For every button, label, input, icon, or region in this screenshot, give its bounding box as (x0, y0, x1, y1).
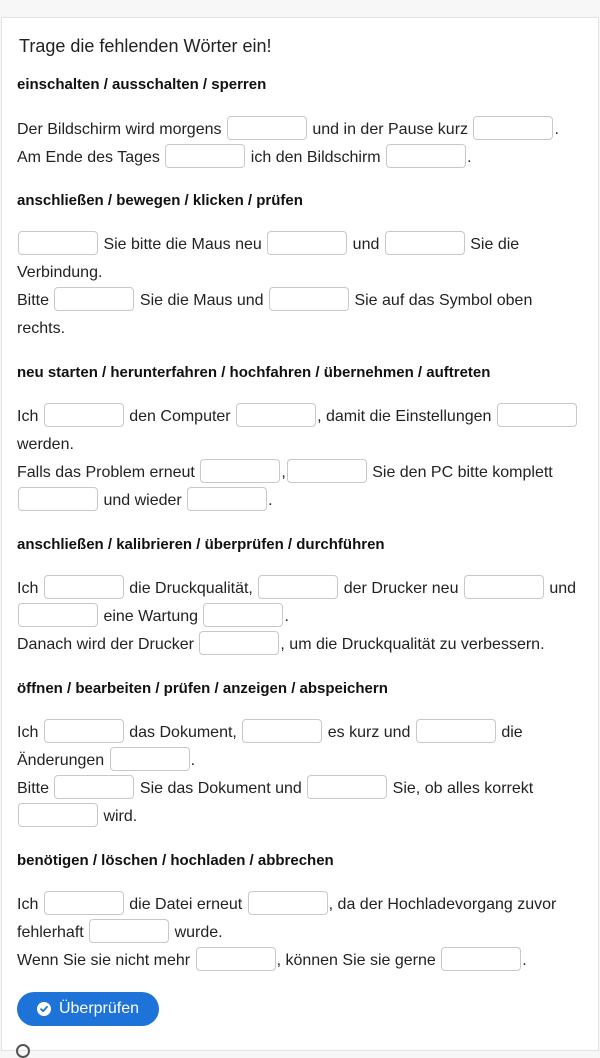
sentence-text: . (268, 492, 273, 509)
gap-input[interactable] (258, 575, 338, 599)
sentence-text: Bitte (17, 780, 54, 797)
gap-input[interactable] (54, 775, 134, 799)
gap-input[interactable] (18, 603, 98, 627)
sentence-text: Danach wird der Drucker (17, 636, 199, 653)
gap-input[interactable] (44, 575, 124, 599)
sentence-text: . (284, 608, 289, 625)
sentence-line (17, 947, 583, 975)
sentence-text: . (190, 752, 196, 769)
sentence-text: werden. (17, 436, 74, 453)
sentence-text: Sie die Maus und (135, 292, 268, 309)
section-heading: einschalten / ausschalten / sperren (17, 76, 267, 93)
check-button-label: Überprüfen (58, 1000, 140, 1017)
sentence-text: Sie das Dokument und (135, 780, 307, 797)
sentence-text: Falls das Problem erneut (17, 464, 200, 481)
sentence-line (17, 919, 583, 947)
check-circle-icon (37, 1002, 51, 1016)
gap-input[interactable] (307, 775, 387, 799)
exercise-title: Trage die fehlenden Wörter ein! (19, 36, 272, 56)
sentence-text: . (467, 149, 472, 166)
sentence-text: und wieder (99, 492, 187, 509)
sentence-text: , da der Hochladevorgang zuvor (328, 896, 557, 913)
sentence-text: und (348, 236, 384, 253)
gap-input[interactable] (165, 144, 245, 168)
sentence-text: der Drucker neu (339, 580, 463, 597)
gap-input[interactable] (89, 919, 169, 943)
gap-input[interactable] (242, 719, 322, 743)
sentence-text: Ich (17, 896, 43, 913)
sentence-text: Sie auf das Symbol oben (350, 292, 533, 309)
sentence-line (17, 315, 583, 343)
sentence-text: die Datei erneut (124, 896, 247, 913)
sentence-line (17, 287, 583, 315)
section-heading: anschließen / kalibrieren / überprüfen / durchführen (17, 536, 385, 553)
gap-input[interactable] (54, 287, 134, 311)
gap-input[interactable] (269, 287, 349, 311)
section-heading: benötigen / löschen / hochladen / abbrechen (17, 852, 334, 869)
sentence-text: . (522, 952, 527, 969)
sentence-text: wird. (99, 808, 138, 825)
gap-input[interactable] (203, 603, 283, 627)
sentence-text: . (554, 121, 559, 138)
sentence-text: eine Wartung (99, 608, 203, 625)
check-button[interactable] (17, 992, 159, 1026)
gap-input[interactable] (44, 403, 124, 427)
gap-input[interactable] (44, 719, 124, 743)
circle-icon (16, 1044, 30, 1058)
sentence-text: Sie den PC bitte komplett (367, 464, 553, 481)
gap-input[interactable] (236, 403, 316, 427)
sentence-line (17, 803, 583, 831)
sentence-line (17, 431, 583, 459)
sentence-line (17, 459, 583, 487)
gap-input[interactable] (199, 631, 279, 655)
sentence-line (17, 603, 583, 631)
sentence-line (17, 747, 583, 775)
gap-input[interactable] (267, 231, 347, 255)
gap-input[interactable] (227, 116, 307, 140)
sentence-text: wurde. (170, 924, 223, 941)
sentence-text: , damit die Einstellungen (317, 408, 496, 425)
sentence-text: Ich (17, 580, 43, 597)
sentence-text: Sie bitte die Maus neu (99, 236, 267, 253)
sentence-text: das Dokument, (124, 724, 242, 741)
sentence-text: Wenn Sie sie nicht mehr (17, 952, 195, 969)
gap-input[interactable] (287, 459, 367, 483)
sentence-line (17, 403, 583, 431)
sentence-text: Änderungen (17, 752, 109, 769)
gap-input[interactable] (473, 116, 553, 140)
sentence-text: und in der Pause kurz (307, 121, 473, 138)
sentence-text: Der Bildschirm wird morgens (17, 121, 226, 138)
sentence-line (17, 575, 583, 603)
gap-input[interactable] (441, 947, 521, 971)
gap-input[interactable] (18, 231, 98, 255)
sentence-text: die Druckqualität, (124, 580, 258, 597)
sentence-line (17, 891, 583, 919)
sentence-line (17, 775, 583, 803)
gap-input[interactable] (44, 891, 124, 915)
sentence-text: Am Ende des Tages (17, 149, 165, 166)
sentence-text: Verbindung. (17, 264, 103, 281)
sentence-line (17, 631, 583, 659)
sentence-text: den Computer (124, 408, 236, 425)
sentence-text: die (496, 724, 523, 741)
sentence-text: Sie, ob alles korrekt (388, 780, 534, 797)
sentence-line (17, 719, 583, 747)
sentence-text: Bitte (17, 292, 54, 309)
section-heading: neu starten / herunterfahren / hochfahren / übernehmen / auftreten (17, 364, 491, 381)
sentence-text: ich den Bildschirm (246, 149, 386, 166)
gap-input[interactable] (110, 747, 190, 771)
gap-input[interactable] (196, 947, 276, 971)
sentence-text: , können Sie sie gerne (276, 952, 441, 969)
sentence-line (17, 144, 583, 172)
sentence-text: rechts. (17, 320, 66, 337)
gap-input[interactable] (385, 231, 465, 255)
gap-input[interactable] (386, 144, 466, 168)
sentence-text: Ich (17, 724, 43, 741)
gap-input[interactable] (18, 803, 98, 827)
sentence-line (17, 259, 583, 287)
section-heading: öffnen / bearbeiten / prüfen / anzeigen / abspeichern (17, 680, 388, 697)
section-heading: anschließen / bewegen / klicken / prüfen (17, 192, 303, 209)
sentence-text: , (281, 464, 286, 481)
gap-input[interactable] (497, 403, 577, 427)
gap-input[interactable] (187, 487, 267, 511)
sentence-text: und (544, 580, 577, 597)
sentence-text: Ich (17, 408, 43, 425)
gap-input[interactable] (200, 459, 280, 483)
sentence-text: es kurz und (323, 724, 415, 741)
gap-input[interactable] (248, 891, 328, 915)
gap-input[interactable] (18, 487, 98, 511)
sentence-line (17, 231, 583, 259)
sentence-line (17, 487, 583, 515)
sentence-text: , um die Druckqualität zu verbessern. (280, 636, 545, 653)
sentence-text: Sie die (465, 236, 520, 253)
sentence-line (17, 116, 583, 144)
sentence-text: fehlerhaft (17, 924, 89, 941)
gap-input[interactable] (464, 575, 544, 599)
gap-input[interactable] (416, 719, 496, 743)
